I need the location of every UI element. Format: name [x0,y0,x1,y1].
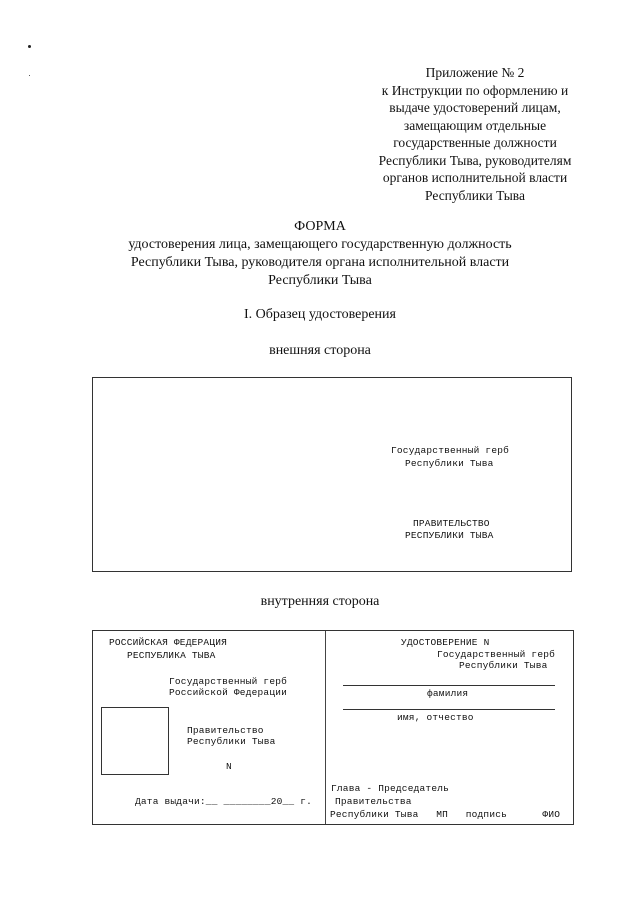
surname-line [343,685,555,686]
appendix-line: Приложение № 2 [425,65,525,80]
rf-coat-of-arms-line-1: Государственный герб [169,676,288,687]
form-heading: ФОРМА [294,219,346,234]
name-line [343,709,555,710]
scan-speck [29,75,30,76]
appendix-line: государственные должности [393,135,557,150]
name-patronymic-caption: имя, отчество [397,712,474,723]
page-divider [325,631,326,824]
inner-side-label: внутренняя сторона [260,594,380,609]
outer-side-box [92,377,572,572]
number-sign: N [226,761,232,772]
government-line-1: Правительство [187,725,264,736]
outer-coat-of-arms-line-2: Республики Тыва [405,458,494,469]
federation-label: РОССИЙСКАЯ ФЕДЕРАЦИЯ [109,637,228,648]
signature-line: Республики Тыва МП подпись ФИО [330,809,561,820]
photo-placeholder [101,707,169,775]
government-line-2: Республики Тыва [187,736,276,747]
tyva-coat-of-arms-line-1: Государственный герб [437,649,556,660]
outer-government-line-1: ПРАВИТЕЛЬСТВО [413,518,490,529]
scan-speck [28,45,31,48]
outer-side-label: внешняя сторона [269,343,371,358]
certificate-label: УДОСТОВЕРЕНИЕ N [401,637,490,648]
appendix-line: к Инструкции по оформлению и [381,82,569,98]
surname-caption: фамилия [427,688,469,699]
appendix-line: органов исполнительной власти [382,170,568,185]
inner-side-box [92,630,574,825]
section-title: I. Образец удостоверения [244,307,396,322]
form-title-line: Республики Тыва [268,273,372,288]
form-title-line: Республики Тыва, руководителя органа исполнительной власти [130,255,510,270]
appendix-line: выдаче удостоверений лицам, [389,100,561,115]
rf-coat-of-arms-line-2: Российской Федерации [169,687,288,698]
form-title-line: удостоверения лица, замещающего государственную должность [128,237,512,252]
signatory-line-1: Глава - Председатель [331,783,450,794]
outer-government-line-2: РЕСПУБЛИКИ ТЫВА [405,530,494,541]
appendix-line: Республики Тыва, руководителям [378,152,572,168]
appendix-block [355,64,595,204]
form-title-block [90,218,550,290]
signatory-line-2: Правительства [335,796,412,807]
appendix-line: Республики Тыва [425,187,525,203]
appendix-line: замещающим отдельные [403,117,547,133]
republic-label: РЕСПУБЛИКА ТЫВА [127,650,216,661]
outer-coat-of-arms-line-1: Государственный герб [391,445,510,456]
tyva-coat-of-arms-line-2: Республики Тыва [459,660,548,671]
issue-date: Дата выдачи:__ ________20__ г. [135,796,313,807]
